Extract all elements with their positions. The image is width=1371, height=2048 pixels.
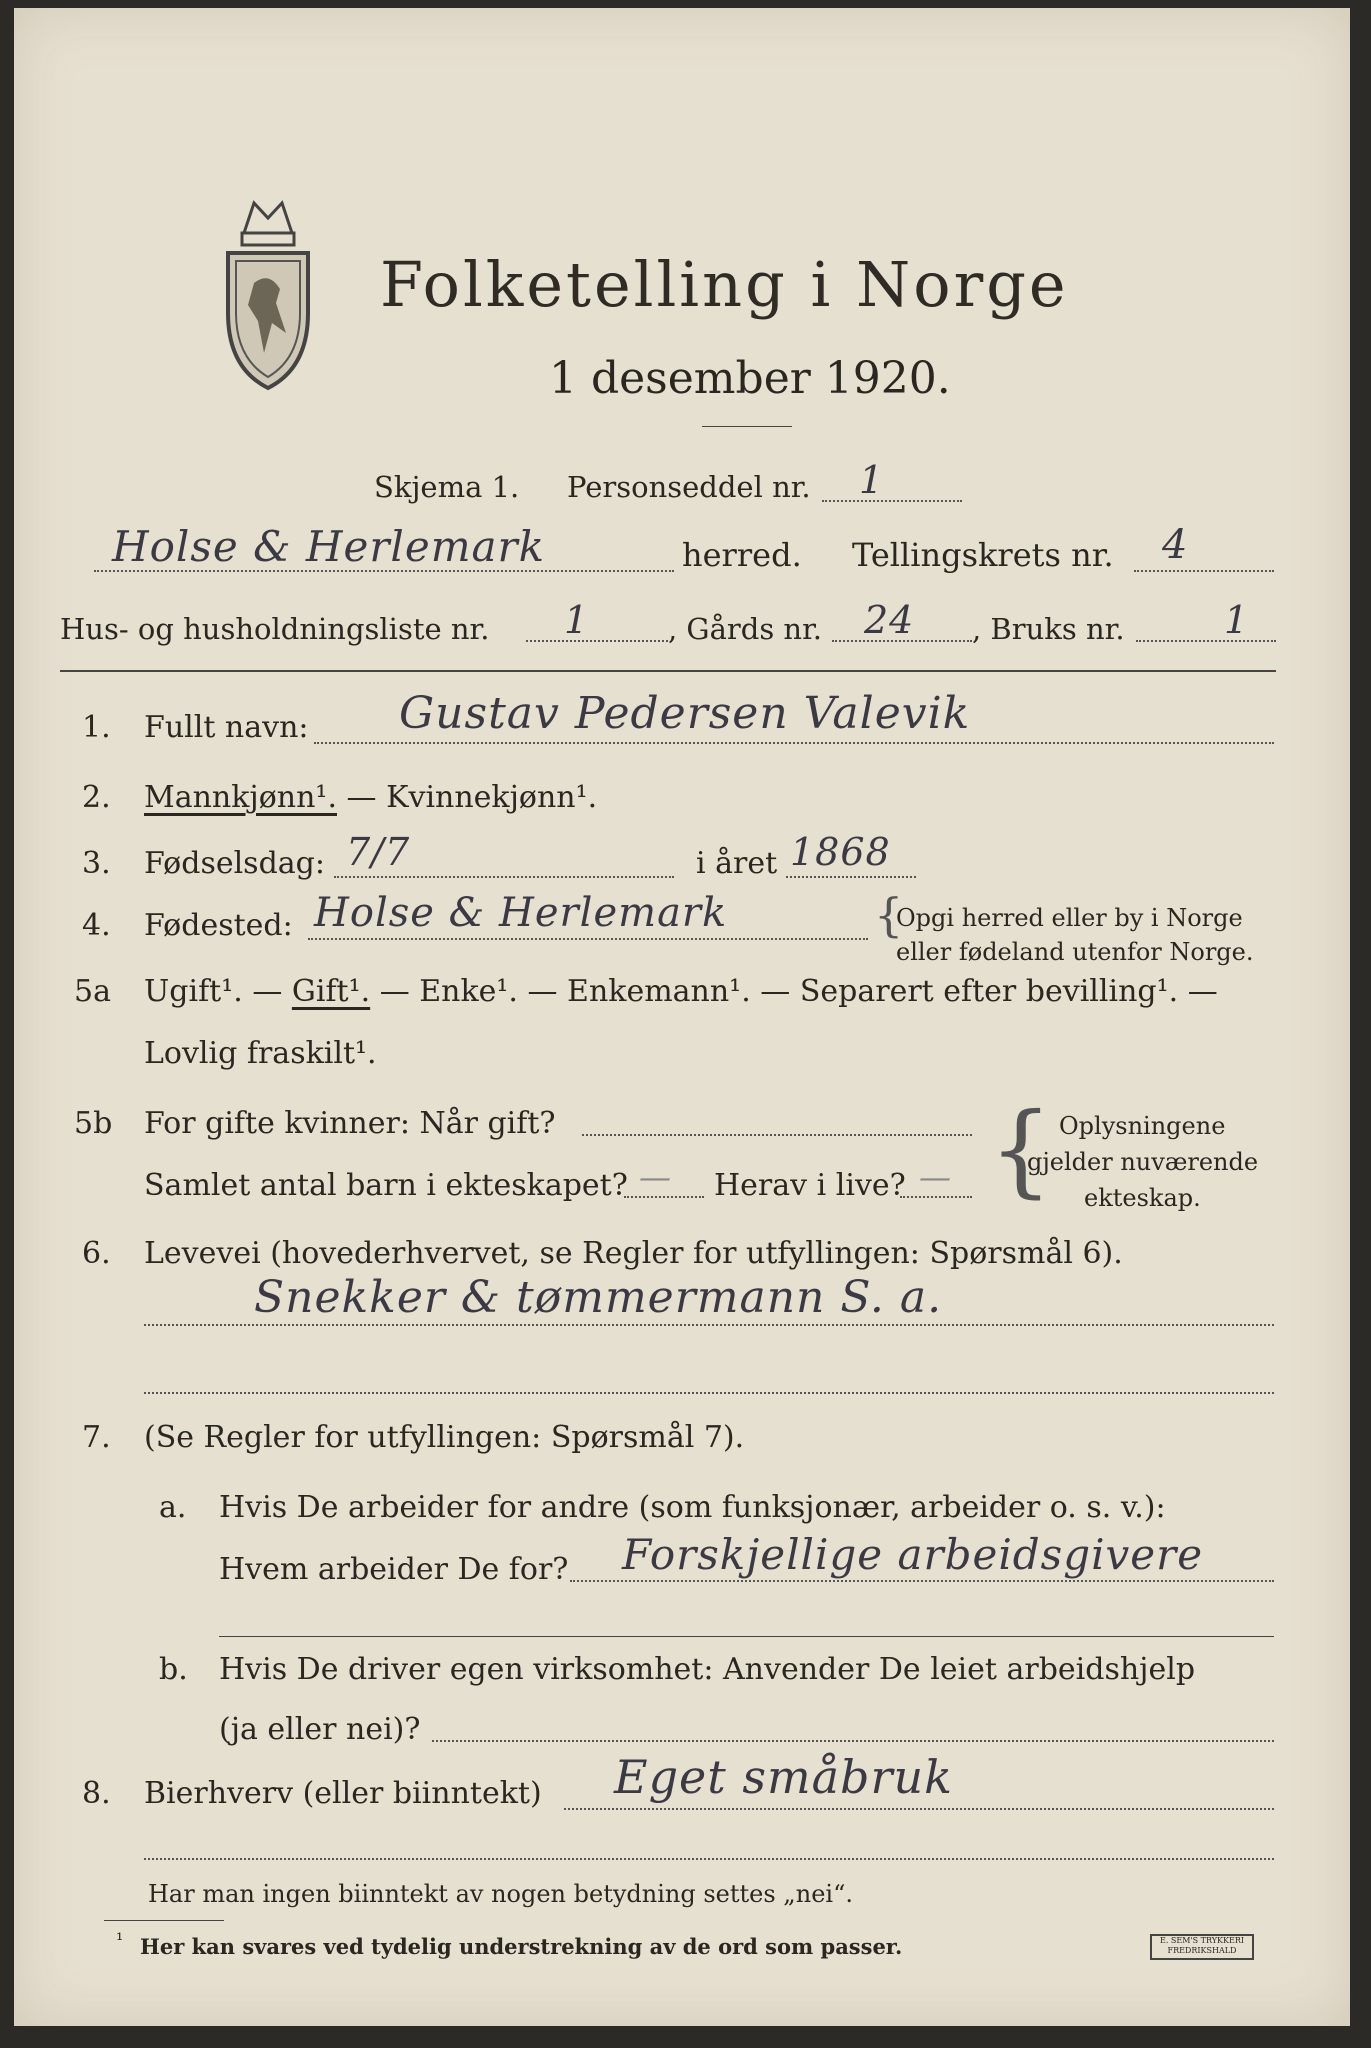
personseddel-value: 1	[859, 458, 885, 502]
footnote-text: Her kan svares ved tydelig understrekning av de ord som passer.	[140, 1934, 903, 1959]
tellingskrets-label: Tellingskrets nr.	[852, 536, 1114, 574]
birthplace-line	[308, 938, 868, 940]
children-value: —	[639, 1158, 672, 1196]
footnote-mark: ¹	[116, 1930, 124, 1951]
q2-number: 2.	[82, 780, 111, 815]
bruks-value: 1	[1224, 598, 1250, 642]
gender-male-option: Mannkjønn¹.	[144, 780, 337, 815]
birthplace-note-brace: {	[874, 888, 904, 942]
q6-number: 6.	[82, 1236, 111, 1271]
norwegian-coat-of-arms-icon	[214, 193, 322, 393]
side-income-line-2	[144, 1858, 1274, 1860]
side-income-line	[564, 1808, 1274, 1810]
title-divider	[702, 426, 792, 427]
printer-stamp-text: E. SEM'S TRYKKERI FREDRIKSHALD	[1159, 1936, 1245, 1955]
dash: —	[1178, 974, 1218, 1009]
census-date: 1 desember 1920.	[549, 353, 951, 404]
birth-year-label: i året	[696, 846, 778, 881]
dash: —	[242, 974, 292, 1009]
birthday-value: 7/7	[346, 830, 411, 874]
married-when-label: For gifte kvinner: Når gift?	[144, 1106, 556, 1141]
dash: —	[517, 974, 568, 1009]
bruks-label: , Bruks nr.	[972, 612, 1125, 646]
q7-number: 7.	[82, 1420, 111, 1455]
birthday-line	[334, 876, 674, 878]
married-when-line	[582, 1134, 972, 1136]
status-gift: Gift¹.	[291, 974, 371, 1009]
husholdningsliste-value: 1	[564, 598, 590, 642]
marriage-note-line3: ekteskap.	[1084, 1184, 1201, 1212]
occupation-line-1	[144, 1324, 1274, 1326]
dash: —	[370, 974, 420, 1009]
gards-value: 24	[864, 598, 915, 642]
status-enke: Enke¹.	[419, 974, 518, 1009]
status-ugift: Ugift¹.	[144, 974, 243, 1009]
q1-line	[314, 742, 1274, 744]
status-fraskilt: Lovlig fraskilt¹.	[144, 1036, 377, 1071]
q7b-line2: (ja eller nei)?	[219, 1712, 421, 1747]
hired-help-line	[432, 1740, 1274, 1742]
marriage-note-line1: Oplysningene	[1059, 1112, 1226, 1140]
alive-line	[900, 1196, 972, 1198]
occupation-line-2	[144, 1392, 1274, 1394]
children-label: Samlet antal barn i ekteskapet?	[144, 1168, 628, 1203]
q3-label: Fødselsdag:	[144, 846, 325, 881]
employer-line	[570, 1580, 1274, 1582]
q5b-number: 5b	[74, 1106, 113, 1141]
q4-label: Fødested:	[144, 908, 293, 943]
q3-number: 3.	[82, 846, 111, 881]
section-divider	[60, 670, 1276, 672]
status-enkemann: Enkemann¹.	[567, 974, 751, 1009]
occupation-value: Snekker & tømmermann S. a.	[254, 1272, 943, 1323]
personseddel-line	[822, 500, 962, 502]
footnote-divider	[104, 1920, 224, 1921]
side-income-value: Eget småbruk	[614, 1750, 953, 1804]
schema-label: Skjema 1.	[374, 470, 520, 504]
occupation-label: Levevei (hovederhvervet, se Regler for utfyllingen: Spørsmål 6).	[144, 1236, 1123, 1271]
q1-number: 1.	[82, 710, 111, 745]
personseddel-label: Personseddel nr.	[567, 470, 811, 504]
q7a-line1: Hvis De arbeider for andre (som funksjonær, arbeider o. s. v.):	[219, 1490, 1166, 1525]
birthplace-note-line1: Opgi herred eller by i Norge	[896, 904, 1243, 932]
q7a-divider	[219, 1636, 1274, 1637]
gender-separator: —	[337, 780, 387, 815]
census-form-sheet	[14, 8, 1350, 2026]
gender-female-option: Kvinnekjønn¹.	[386, 780, 598, 815]
no-income-note: Har man ingen biinntekt av nogen betydning settes „nei“.	[148, 1880, 853, 1908]
q4-number: 4.	[82, 908, 111, 943]
dash: —	[750, 974, 800, 1009]
marital-status-line	[144, 974, 1218, 1009]
birthplace-note-line2: eller fødeland utenfor Norge.	[896, 938, 1254, 966]
q7b-line1: Hvis De driver egen virksomhet: Anvender De leiet arbeidshjelp	[219, 1652, 1196, 1687]
bruks-line	[1136, 640, 1276, 642]
husholdningsliste-label: Hus- og husholdningsliste nr.	[60, 612, 490, 646]
marriage-note-brace: {	[989, 1091, 1053, 1208]
gender-line	[144, 780, 597, 815]
tellingskrets-line	[1134, 570, 1274, 572]
q7-label: (Se Regler for utfyllingen: Spørsmål 7).	[144, 1420, 745, 1455]
q8-number: 8.	[82, 1776, 111, 1811]
birthplace-value: Holse & Herlemark	[314, 890, 728, 936]
q7b-letter: b.	[159, 1652, 188, 1687]
alive-label: Herav i live?	[714, 1168, 906, 1203]
herred-label: herred.	[682, 536, 802, 574]
form-title: Folketelling i Norge	[380, 248, 1069, 321]
birth-year-line	[786, 876, 916, 878]
printer-stamp	[1150, 1934, 1254, 1960]
husholdningsliste-line	[526, 640, 668, 642]
status-separert: Separert efter bevilling¹.	[799, 974, 1179, 1009]
q7a-letter: a.	[159, 1490, 187, 1525]
tellingskrets-value: 4	[1162, 522, 1189, 568]
herred-value: Holse & Herlemark	[112, 522, 546, 571]
gards-label: , Gårds nr.	[668, 612, 822, 646]
alive-value: —	[919, 1158, 952, 1196]
q1-label: Fullt navn:	[144, 710, 309, 745]
q7a-line2: Hvem arbeider De for?	[219, 1552, 569, 1587]
side-income-label: Bierhverv (eller biinntekt)	[144, 1776, 542, 1811]
birth-year-value: 1868	[790, 830, 891, 874]
employer-value: Forskjellige arbeidsgivere	[622, 1530, 1204, 1579]
children-line	[624, 1196, 704, 1198]
marriage-note-line2: gjelder nuværende	[1027, 1148, 1259, 1176]
q5a-number: 5a	[74, 974, 111, 1009]
full-name-value: Gustav Pedersen Valevik	[399, 688, 971, 739]
